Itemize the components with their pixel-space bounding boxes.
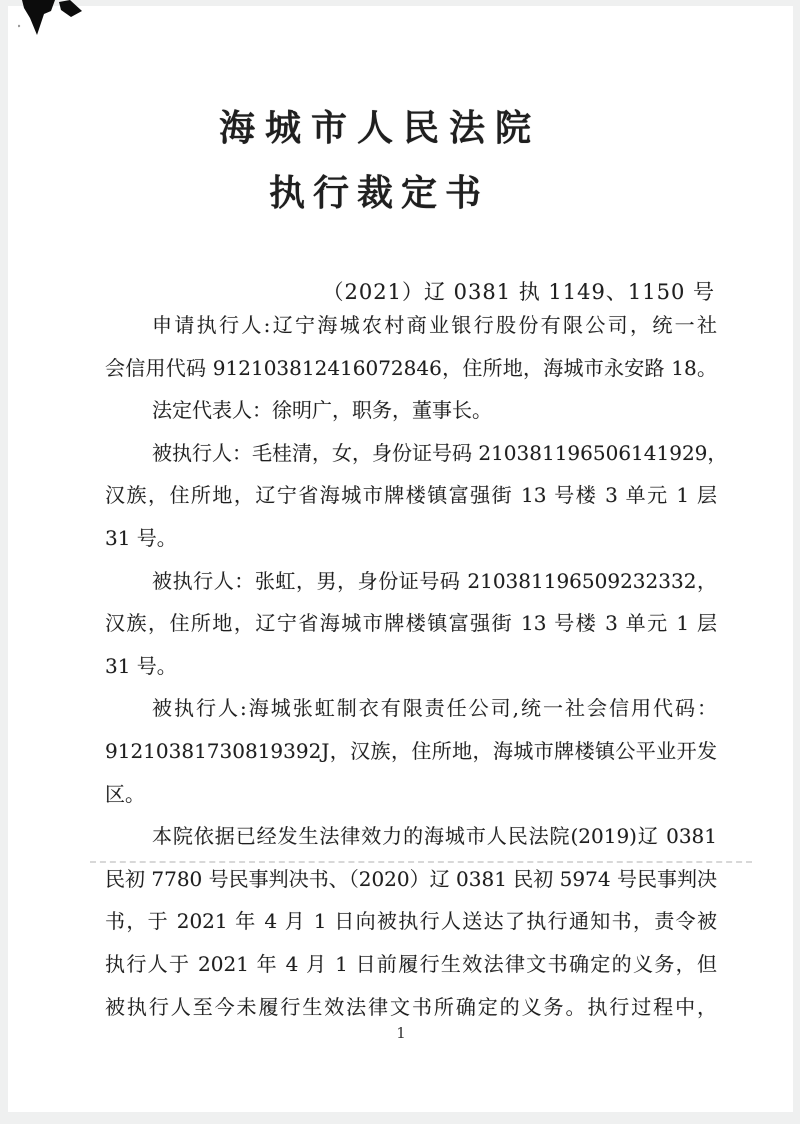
- scan-dashed-line-artifact: [90, 861, 752, 863]
- text-line: 法定代表人：徐明广，职务，董事长。: [152, 398, 492, 423]
- paragraph: [105, 432, 728, 560]
- text-line: 91210381730819392J，汉族，住所地，海城市牌楼镇公平业开发: [105, 738, 717, 763]
- document-page: [8, 6, 793, 1112]
- text-line: 被执行人:海城张虹制衣有限责任公司,统一社会信用代码：: [152, 696, 717, 721]
- text-line: 区。: [105, 781, 145, 806]
- text-line: 被执行人：毛桂清，女，身份证号码 210381196506141929，: [152, 440, 728, 465]
- text-line: 31 号。: [105, 525, 177, 550]
- text-line: 汉族，住所地，辽宁省海城市牌楼镇富强街 13 号楼 3 单元 1 层: [105, 483, 717, 508]
- paragraph: [105, 687, 717, 815]
- paragraph: [105, 815, 717, 1028]
- text-line: 申请执行人:辽宁海城农村商业银行股份有限公司，统一社: [152, 313, 717, 337]
- text-line: 31 号。: [105, 653, 177, 678]
- text-line: 会信用代码 912103812416072846，住所地，海城市永安路 18。: [105, 355, 717, 380]
- case-number: （2021）辽 0381 执 1149、1150 号: [322, 280, 715, 304]
- text-line: 民初 7780 号民事判决书、（2020）辽 0381 民初 5974 号民事判决: [105, 866, 717, 891]
- document-type-title: 执行裁定书: [268, 172, 489, 214]
- text-line: 被执行人：张虹，男，身份证号码 210381196509232332，: [152, 568, 717, 593]
- text-line: 本院依据已经发生法律效力的海城市人民法院(2019)辽 0381: [152, 824, 717, 849]
- text-line: 执行人于 2021 年 4 月 1 日前履行生效法律文书确定的义务，但: [105, 951, 717, 976]
- document-body: [105, 304, 728, 1028]
- ink-blot-artifact: [18, 0, 84, 38]
- text-line: 汉族，住所地，辽宁省海城市牌楼镇富强街 13 号楼 3 单元 1 层: [105, 611, 717, 636]
- paragraph: [105, 560, 717, 688]
- paragraph: [105, 304, 717, 389]
- text-line: 被执行人至今未履行生效法律文书所确定的义务。执行过程中，: [105, 994, 717, 1019]
- document-content: [105, 6, 728, 1112]
- page-number: 1: [396, 1024, 406, 1042]
- paragraph: [105, 389, 717, 432]
- text-line: 书，于 2021 年 4 月 1 日向被执行人送达了执行通知书，责令被: [105, 909, 717, 934]
- court-name-title: 海城市人民法院: [218, 107, 541, 149]
